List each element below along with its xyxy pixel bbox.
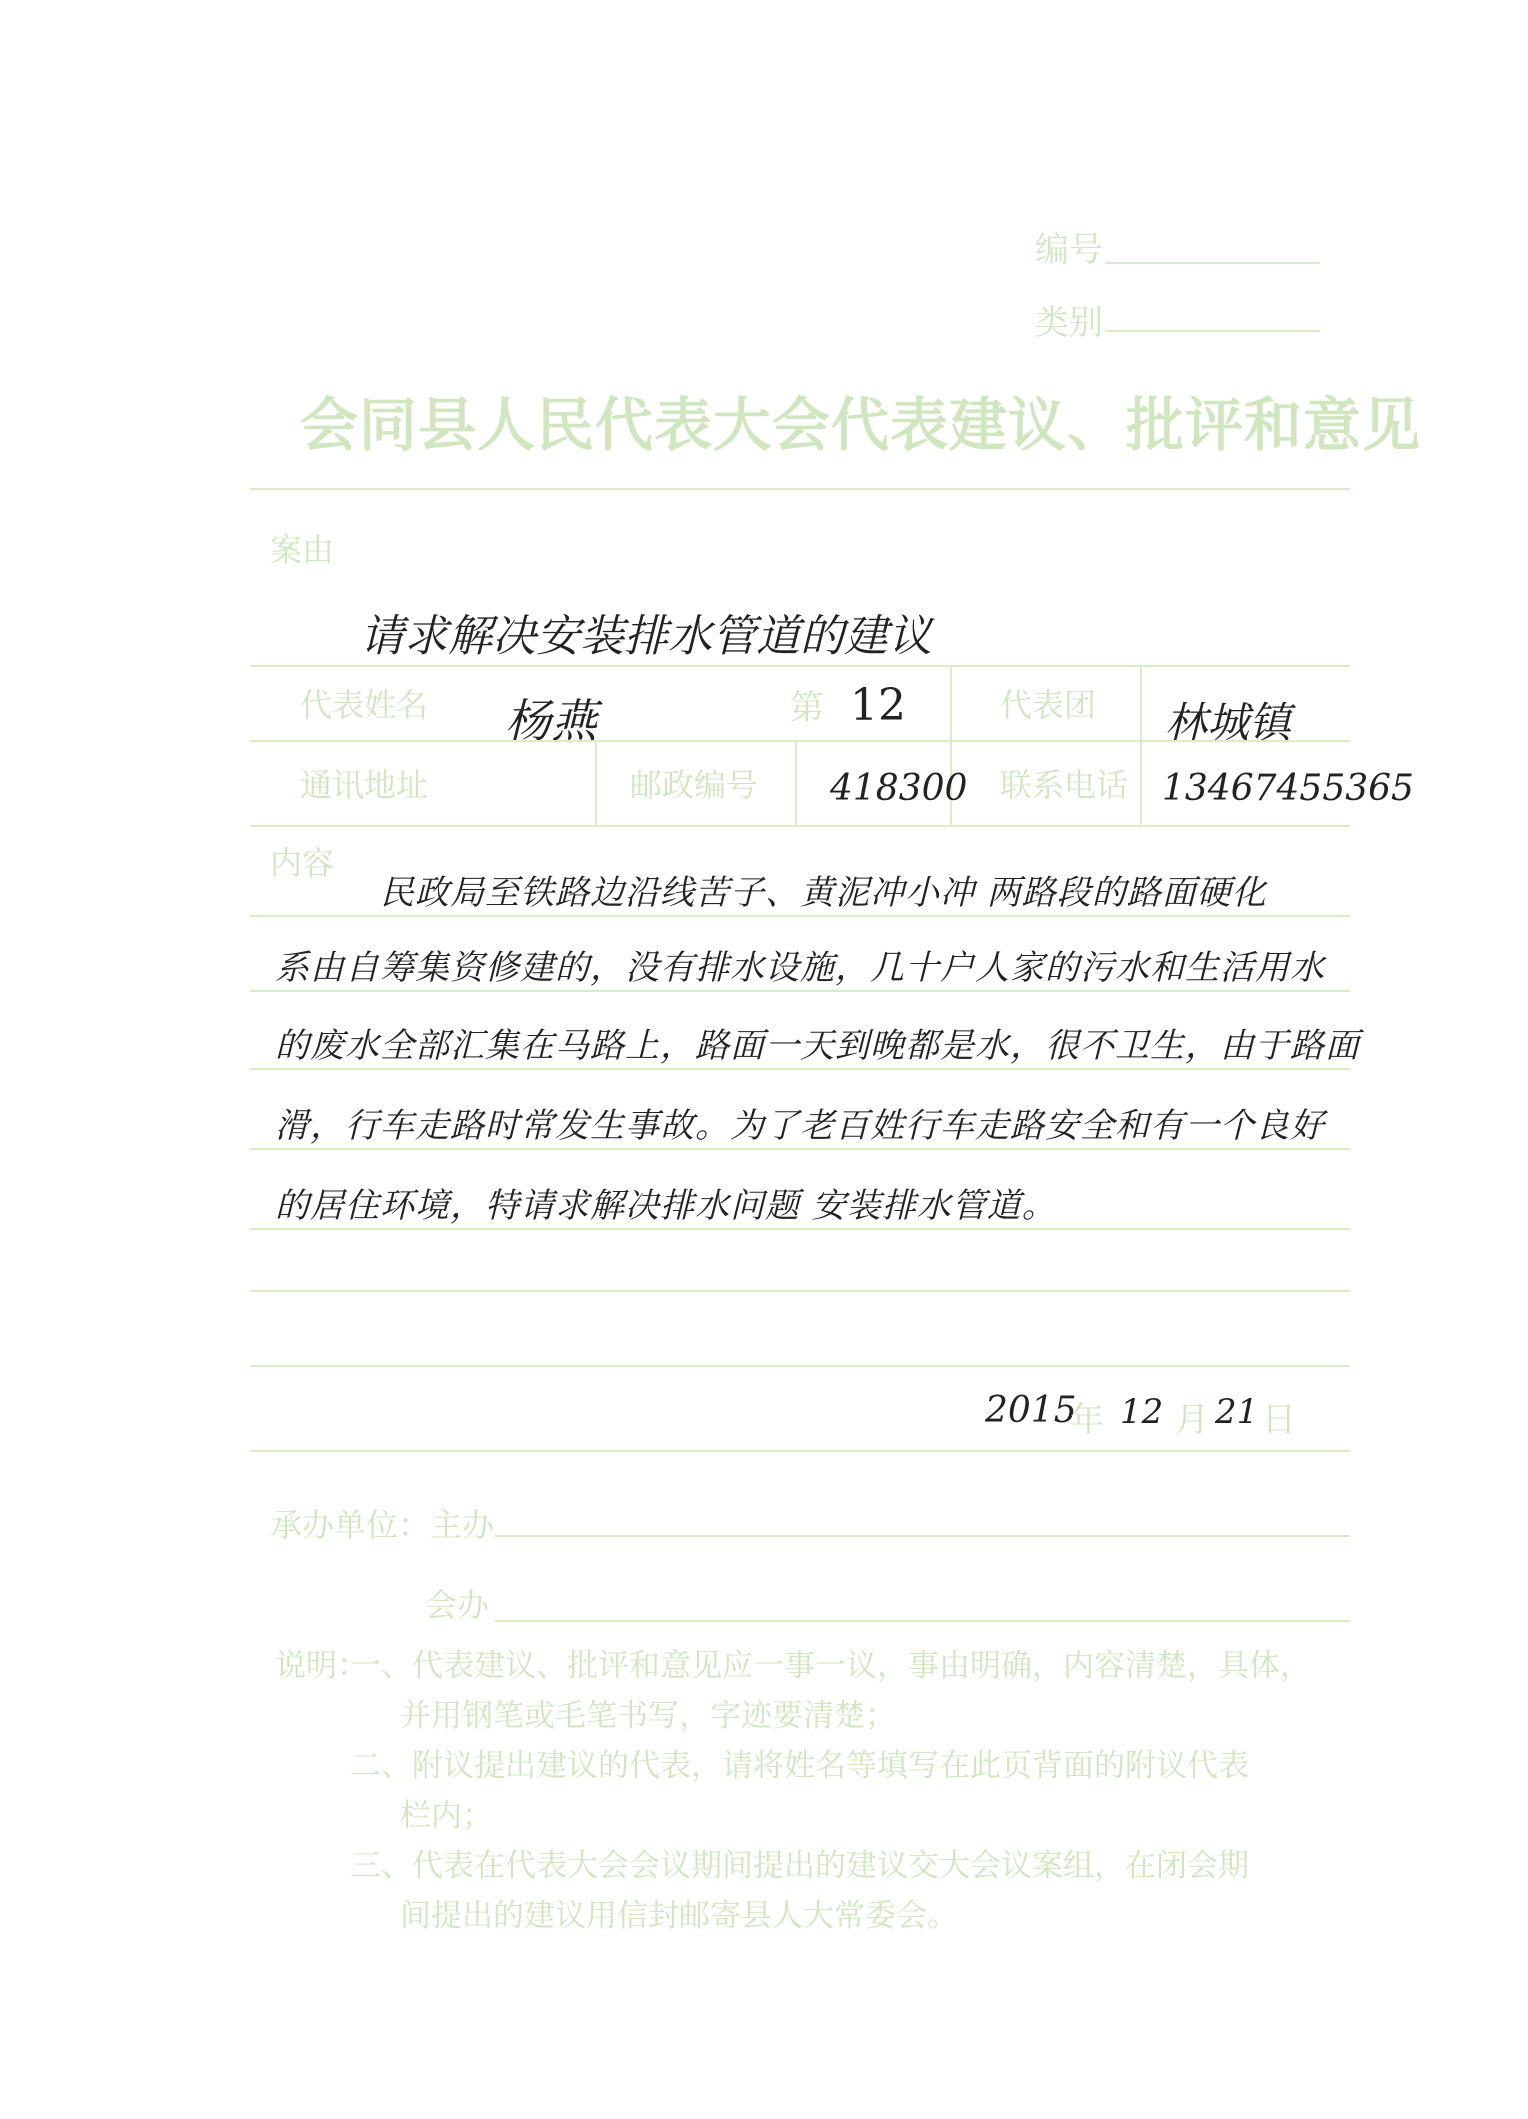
note-line: 三、代表在代表大会会议期间提出的建议交大会议案组，在闭会期 bbox=[350, 1848, 1249, 1884]
handling-underline bbox=[495, 1535, 1350, 1537]
serial-underline bbox=[1105, 262, 1320, 264]
group-prefix: 第 bbox=[790, 688, 824, 728]
content-line: 的废水全部汇集在马路上，路面一天到晚都是水，很不卫生，由于路面 bbox=[275, 1026, 1360, 1066]
date-year-char: 年 bbox=[1070, 1400, 1104, 1440]
content-line: 系由自筹集资修建的，没有排水设施，几十户人家的污水和生活用水 bbox=[275, 948, 1325, 988]
address-label: 通讯地址 bbox=[300, 766, 429, 804]
phone-label: 联系电话 bbox=[1000, 766, 1129, 804]
subject-value: 请求解决安装排水管道的建议 bbox=[360, 611, 932, 662]
ruled-line bbox=[250, 1450, 1350, 1452]
form-title: 会同县人民代表大会代表建议、批评和意见 bbox=[300, 391, 1422, 459]
note-line: 一、代表建议、批评和意见应一事一议，事由明确，内容清楚，具体， bbox=[350, 1648, 1311, 1684]
date-day-char: 日 bbox=[1262, 1400, 1296, 1440]
row-rule-2 bbox=[250, 740, 1350, 742]
postal-label: 邮政编号 bbox=[630, 766, 759, 804]
group-value: 林城镇 bbox=[1165, 698, 1292, 747]
serial-label: 编号 bbox=[1035, 230, 1103, 270]
date-year: 2015 bbox=[985, 1390, 1077, 1431]
note-line: 间提出的建议用信封邮寄县人大常委会。 bbox=[400, 1898, 958, 1934]
ruled-line bbox=[250, 915, 1350, 917]
content-label: 内容 bbox=[270, 844, 335, 882]
title-rule bbox=[250, 488, 1350, 490]
category-label: 类别 bbox=[1035, 303, 1103, 343]
rep-value: 杨燕 bbox=[505, 694, 597, 748]
content-line: 民政局至铁路边沿线苦子、黄泥冲小冲 两路段的路面硬化 bbox=[380, 873, 1267, 913]
col-rule-3 bbox=[595, 740, 597, 825]
co-handling-underline bbox=[495, 1620, 1350, 1622]
ruled-line bbox=[250, 1365, 1350, 1367]
note-line: 栏内； bbox=[400, 1798, 493, 1834]
phone-value: 13467455365 bbox=[1162, 768, 1414, 809]
group-suffix: 代表团 bbox=[1000, 686, 1097, 724]
date-day: 21 bbox=[1215, 1392, 1259, 1432]
handling-label: 承办单位：主办 bbox=[270, 1506, 495, 1544]
ruled-line bbox=[250, 1148, 1350, 1150]
postal-value: 418300 bbox=[830, 768, 968, 809]
group-number: 12 bbox=[850, 680, 906, 731]
row-rule-3 bbox=[250, 825, 1350, 827]
notes-label: 说明： bbox=[275, 1648, 368, 1684]
ruled-line bbox=[250, 1068, 1350, 1070]
rep-label: 代表姓名 bbox=[300, 686, 429, 724]
note-line: 并用钢笔或毛笔书写，字迹要清楚； bbox=[400, 1698, 896, 1734]
date-month: 12 bbox=[1120, 1392, 1164, 1432]
date-month-char: 月 bbox=[1175, 1400, 1209, 1440]
ruled-line bbox=[250, 990, 1350, 992]
content-line: 的居住环境，特请求解决排水问题 安装排水管道。 bbox=[275, 1186, 1057, 1226]
category-underline bbox=[1105, 330, 1320, 332]
content-line: 滑，行车走路时常发生事故。为了老百姓行车走路安全和有一个良好 bbox=[275, 1106, 1325, 1146]
col-rule-2 bbox=[1140, 665, 1142, 825]
row-rule-1 bbox=[250, 665, 1350, 667]
subject-label: 案由 bbox=[270, 531, 335, 569]
ruled-line bbox=[250, 1290, 1350, 1292]
ruled-line bbox=[250, 1228, 1350, 1230]
col-rule-4 bbox=[795, 740, 797, 825]
note-line: 二、附议提出建议的代表，请将姓名等填写在此页背面的附议代表 bbox=[350, 1748, 1249, 1784]
co-handling-label: 会办 bbox=[425, 1586, 490, 1624]
